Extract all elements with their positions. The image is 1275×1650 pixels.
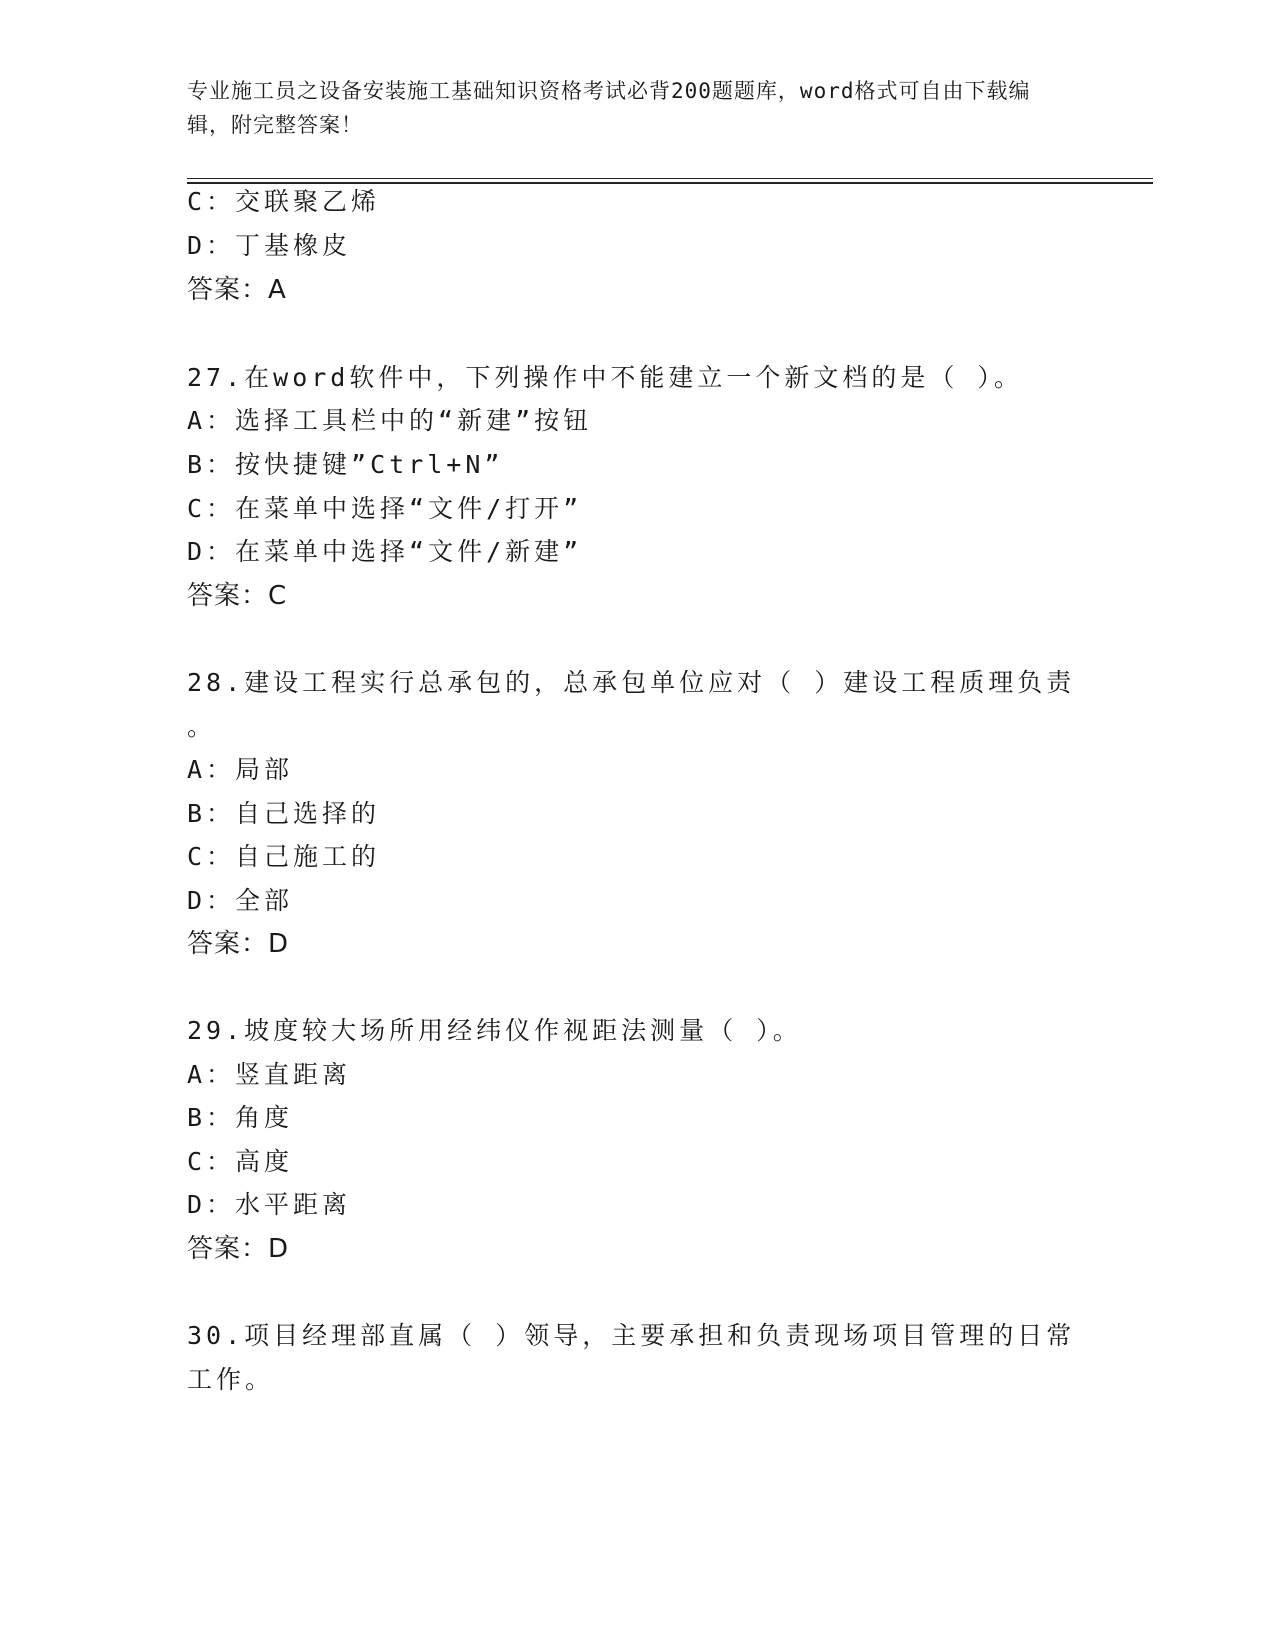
answer: 答案：C: [187, 581, 288, 611]
question-28-stem: 28.建设工程实行总承包的，总承包单位应对（ ）建设工程质理负责: [187, 668, 1076, 697]
answer: 答案：D: [187, 1234, 290, 1264]
option-b: B：自己选择的: [187, 799, 381, 828]
option-a: A：竖直距离: [187, 1060, 352, 1089]
option-c: C：自己施工的: [187, 842, 381, 871]
question-29-stem: 29.坡度较大场所用经纬仪作视距法测量（ ）。: [187, 1016, 802, 1045]
option-c: C：高度: [187, 1147, 294, 1176]
option-b: B：按快捷键”Ctrl+N”: [187, 450, 504, 479]
answer: 答案：D: [187, 929, 290, 959]
question-28-stem-continuation: 。: [187, 712, 217, 741]
answer: 答案：A: [187, 275, 287, 305]
option-a: A：选择工具栏中的“新建”按钮: [187, 406, 593, 435]
option-c: C：在菜单中选择“文件/打开”: [187, 494, 583, 523]
option-b: B：角度: [187, 1103, 294, 1132]
question-27-stem: 27.在word软件中，下列操作中不能建立一个新文档的是（ ）。: [187, 363, 1023, 392]
option-d: D：全部: [187, 886, 294, 915]
option-c: C：交联聚乙烯: [187, 187, 381, 216]
header-divider-thick: [187, 182, 1153, 184]
question-30-stem-continuation: 工作。: [187, 1365, 275, 1394]
option-a: A：局部: [187, 755, 294, 784]
header-divider-thin: [187, 178, 1153, 179]
option-d: D：水平距离: [187, 1190, 352, 1219]
document-header: 专业施工员之设备安装施工基础知识资格考试必背200题题库，word格式可自由下载编辑，附完整答案！: [187, 79, 1031, 137]
option-d: D：在菜单中选择“文件/新建”: [187, 537, 583, 566]
option-d: D：丁基橡皮: [187, 231, 352, 260]
question-30-stem: 30.项目经理部直属（ ）领导，主要承担和负责现场项目管理的日常: [187, 1321, 1076, 1350]
